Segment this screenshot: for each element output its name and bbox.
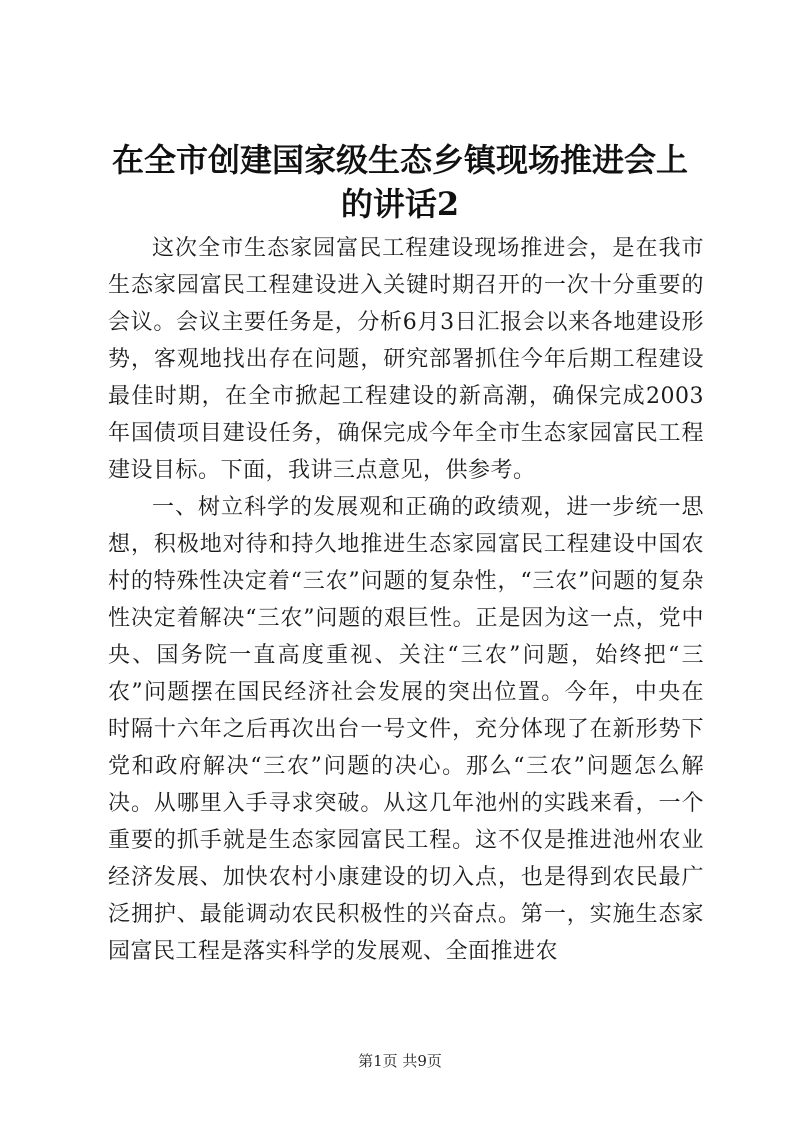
paragraph-section-one: 一、树立科学的发展观和正确的政绩观，进一步统一思想，积极地对待和持久地推进生态家园富民工程建设中国农村的特殊性决定着“三农”问题的复杂性，“三农”问题的复杂性决定着解决“三农”问题的艰巨性。正是因为这一点，党中央、国务院一直高度重视、关注“三农”问题，始终把“三农”问题摆在国民经济社会发展的突出位置。今年，中央在时隔十六年之后再次出台一号文件，充分体现了在新形势下党和政府解决“三农”问题的决心。那么“三农”问题怎么解决。从哪里入手寻求突破。从这几年池州的实践来看，一个重要的抓手就是生态家园富民工程。这不仅是推进池州农业经济发展、加快农村小康建设的切入点，也是得到农民最广泛拥护、最能调动农民积极性的兴奋点。第一，实施生态家园富民工程是落实科学的发展观、全面推进农: [108, 495, 704, 964]
paragraph-intro: 这次全市生态家园富民工程建设现场推进会，是在我市生态家园富民工程建设进入关键时期召开的一次十分重要的会议。会议主要任务是，分析6月3日汇报会以来各地建设形势，客观地找出存在问题，研究部署抓住今年后期工程建设最佳时期，在全市掀起工程建设的新高潮，确保完成2003年国债项目建设任务，确保完成今年全市生态家园富民工程建设目标。下面，我讲三点意见，供参考。: [108, 236, 704, 483]
document-body: [108, 230, 704, 970]
page-number-footer: 第1页 共9页: [358, 1052, 442, 1070]
document-title: 在全市创建国家级生态乡镇现场推进会上的讲话2: [111, 141, 688, 223]
